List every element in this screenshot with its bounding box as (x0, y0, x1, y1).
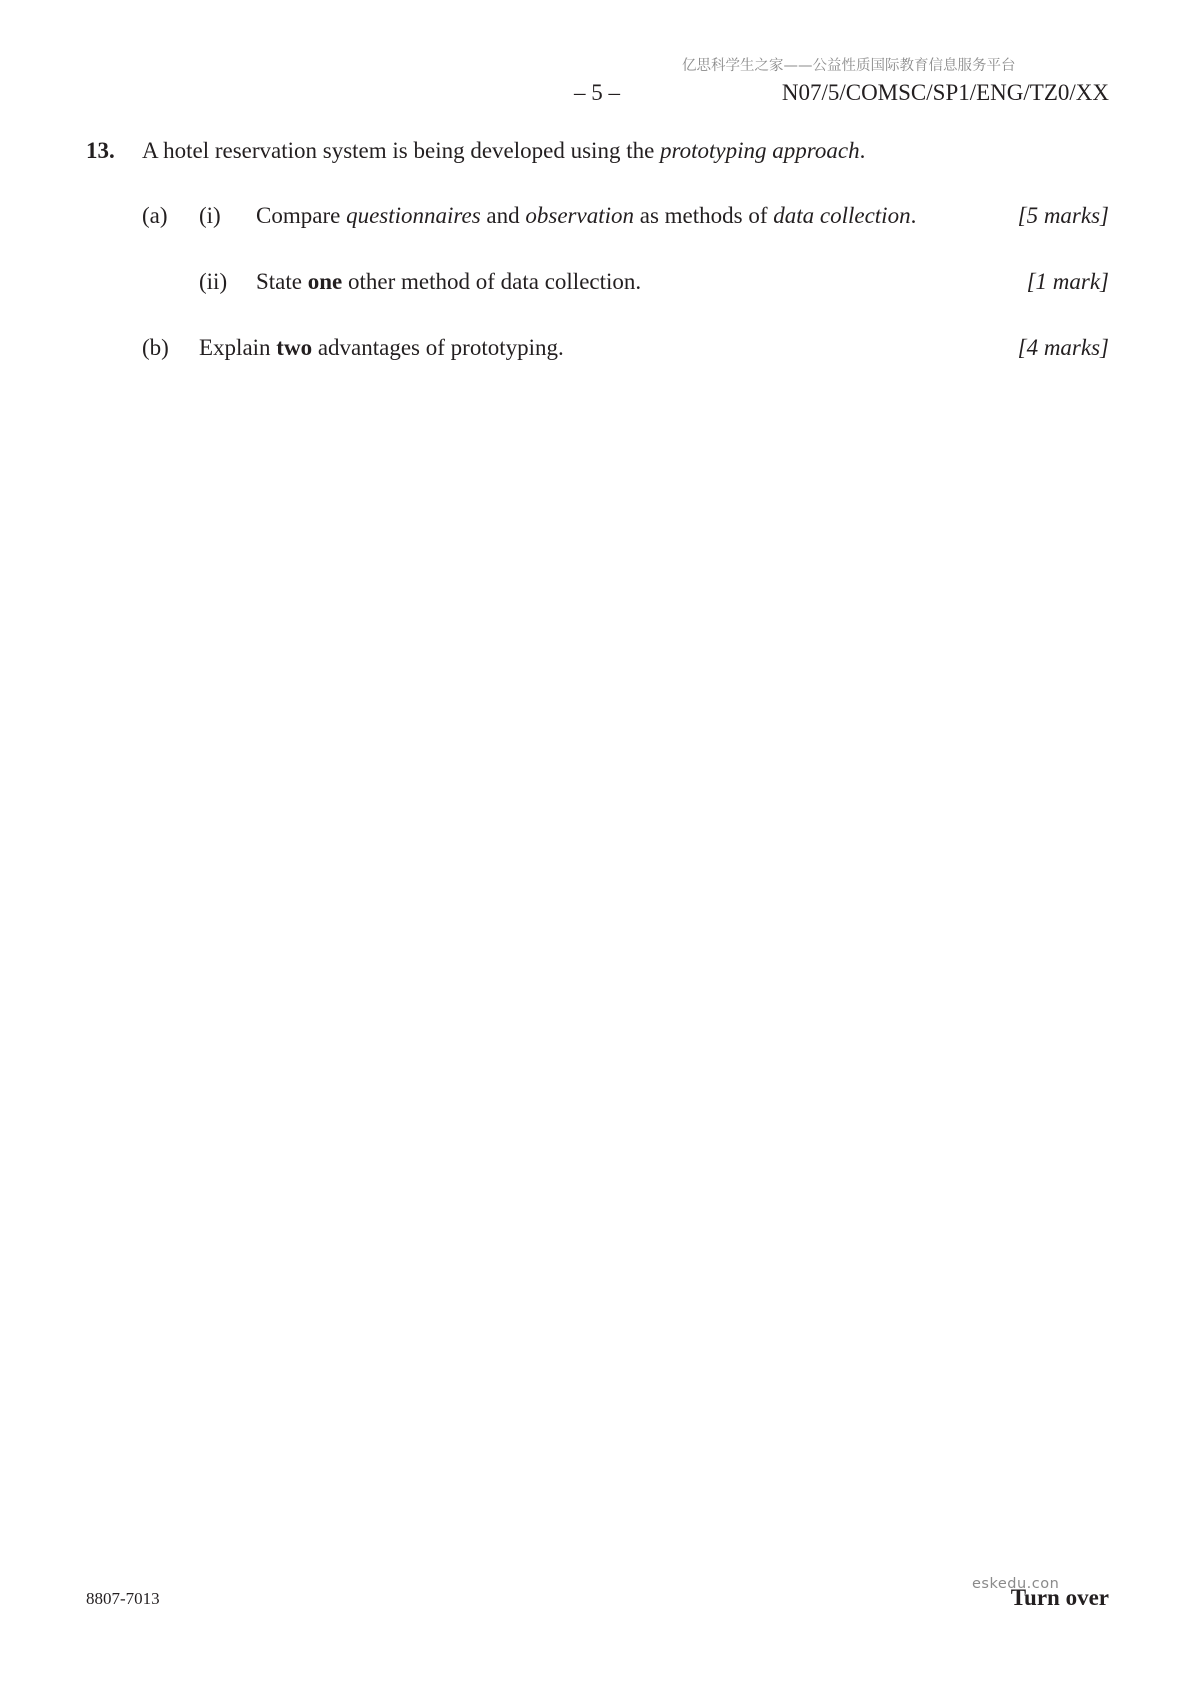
watermark-bottom: eskedu.con (972, 1576, 1060, 1592)
stem-emphasis: prototyping approach (660, 138, 860, 163)
part-b-text-1: Explain (199, 335, 277, 360)
part-a-ii-marks: [1 mark] (1026, 269, 1109, 294)
part-a-ii-label: (ii) (199, 269, 228, 294)
part-a-i-text (256, 203, 916, 229)
part-a-i-text-3: as methods of (633, 203, 774, 228)
paper-code: N07/5/COMSC/SP1/ENG/TZ0/XX (781, 80, 1109, 105)
part-a-i-em-1: questionnaires (346, 203, 481, 228)
part-b-label: (b) (142, 335, 169, 360)
part-a-i-em-2: observation (525, 203, 634, 228)
part-a-i-text-4: . (910, 203, 917, 228)
question-stem (142, 138, 865, 164)
footer-code: 8807-7013 (86, 1589, 160, 1608)
part-a-ii-text-1: State (256, 269, 308, 294)
page-number: – 5 – (574, 80, 620, 105)
part-a-i-label: (i) (199, 203, 221, 228)
part-a-i-em-3: data collection (773, 203, 911, 228)
part-b-text-2: advantages of prototyping. (312, 335, 564, 360)
part-b-marks: [4 marks] (1017, 335, 1109, 360)
part-a-ii-text (256, 269, 641, 295)
part-b-text (199, 335, 564, 361)
part-a-i-marks: [5 marks] (1017, 203, 1109, 228)
turn-over-label: Turn over (1010, 1585, 1109, 1610)
stem-suffix: . (859, 138, 866, 163)
part-b-bold: two (276, 335, 313, 360)
stem-text: A hotel reservation system is being developed using the (142, 138, 661, 163)
part-a-i-text-1: Compare (256, 203, 347, 228)
part-a-i-text-2: and (480, 203, 526, 228)
question-number: 13. (86, 138, 115, 163)
part-a-ii-bold: one (307, 269, 343, 294)
part-a-ii-text-2: other method of data collection. (342, 269, 642, 294)
watermark-top: 亿思科学生之家——公益性质国际教育信息服务平台 (682, 58, 1016, 74)
part-a-label: (a) (142, 203, 168, 228)
